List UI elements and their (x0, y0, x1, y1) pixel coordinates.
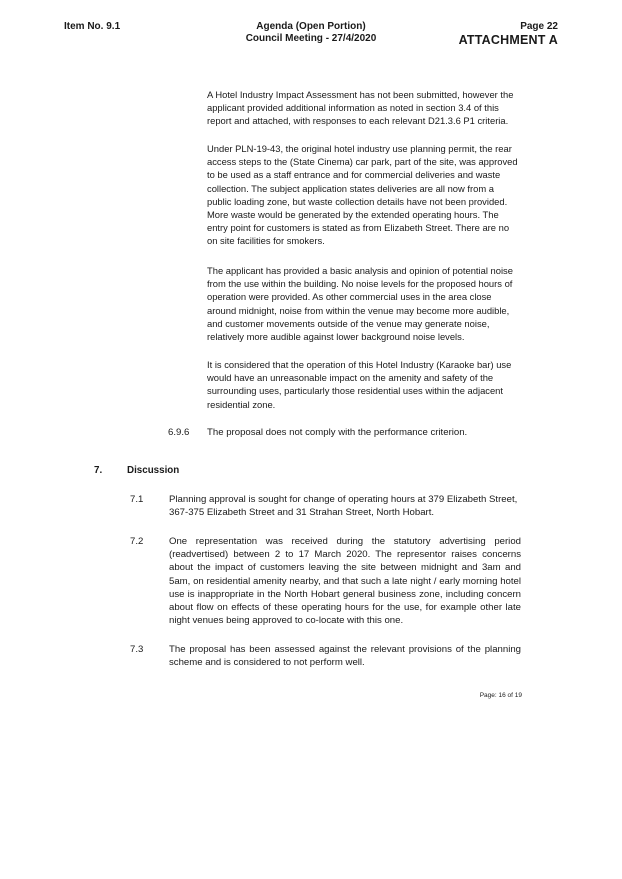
item-696-number: 6.9.6 (168, 427, 190, 438)
paragraph-conclusion: It is considered that the operation of this Hotel Industry (Karaoke bar) use would have an unreasonable impact on the amenity and safety of the surrounding uses, particularly those residential uses within the adjacent residential zone. (207, 359, 512, 410)
item-71-number: 7.1 (130, 494, 144, 505)
item-696-text: The proposal does not comply with the performance criterion. (207, 427, 468, 438)
section-number: 7. (94, 465, 103, 476)
item-73-number: 7.3 (130, 644, 144, 655)
section-title: Discussion (127, 465, 180, 476)
paragraph-access-waste: Under PLN-19-43, the original hotel industry use planning permit, the rear access steps to the (State Cinema) car park, part of the site, was approved to be used as a staff entrance and for commercial deliveries and waste collection. The subject application states deliveries are all now from a public loading zone, but waste collection details have not been provided. More waste would be generated by the extended operating hours. The entry point for customers is stated as from Elizabeth Street. There are no on site facilities for smokers. (207, 143, 518, 247)
page-footer: Page: 16 of 19 (479, 692, 522, 699)
meeting-date: Council Meeting - 27/4/2020 (245, 33, 377, 44)
paragraph-noise: The applicant has provided a basic analysis and opinion of potential noise from the use within the building. No noise levels for the proposed hours of operation were provided. As other commercial uses in the area close around midnight, noise from within the venue may become more audible, and customer movements outside of the venue may generate noise, relatively more audible against lower background noise levels. (207, 265, 513, 343)
page-header (459, 21, 558, 47)
item-71-text: Planning approval is sought for change of operating hours at 379 Elizabeth Street, 367-375 Elizabeth Street and 31 Strahan Street, North Hobart. (169, 494, 518, 519)
item-72-text: One representation was received during the statutory advertising period (readvertised) between 2 to 17 March 2020. The representor raises concerns about the impact of customers leaving the site between midnight and 3am and 5am, on residential amenity nearby, and that such a late night / early morning hotel use is inappropriate in the North Hobart general business zone, including concern about flow on effects of these operating hours for the use, for example other late night venues being approved to co-locate with this one. (169, 536, 521, 627)
attachment-label: ATTACHMENT A (458, 33, 558, 47)
item-72-number: 7.2 (130, 536, 144, 547)
item-73-text: The proposal has been assessed against the relevant provisions of the planning scheme and is considered to not perform well. (169, 644, 521, 669)
paragraph-impact-assessment: A Hotel Industry Impact Assessment has not been submitted, however the applicant provided additional information as noted in section 3.4 of this report and attached, with responses to each relevant D21.3.6 P1 criteria. (207, 89, 514, 127)
page-number: Page 22 (520, 21, 558, 32)
agenda-title: Agenda (Open Portion) (256, 21, 366, 32)
item-number: Item No. 9.1 (64, 21, 121, 32)
